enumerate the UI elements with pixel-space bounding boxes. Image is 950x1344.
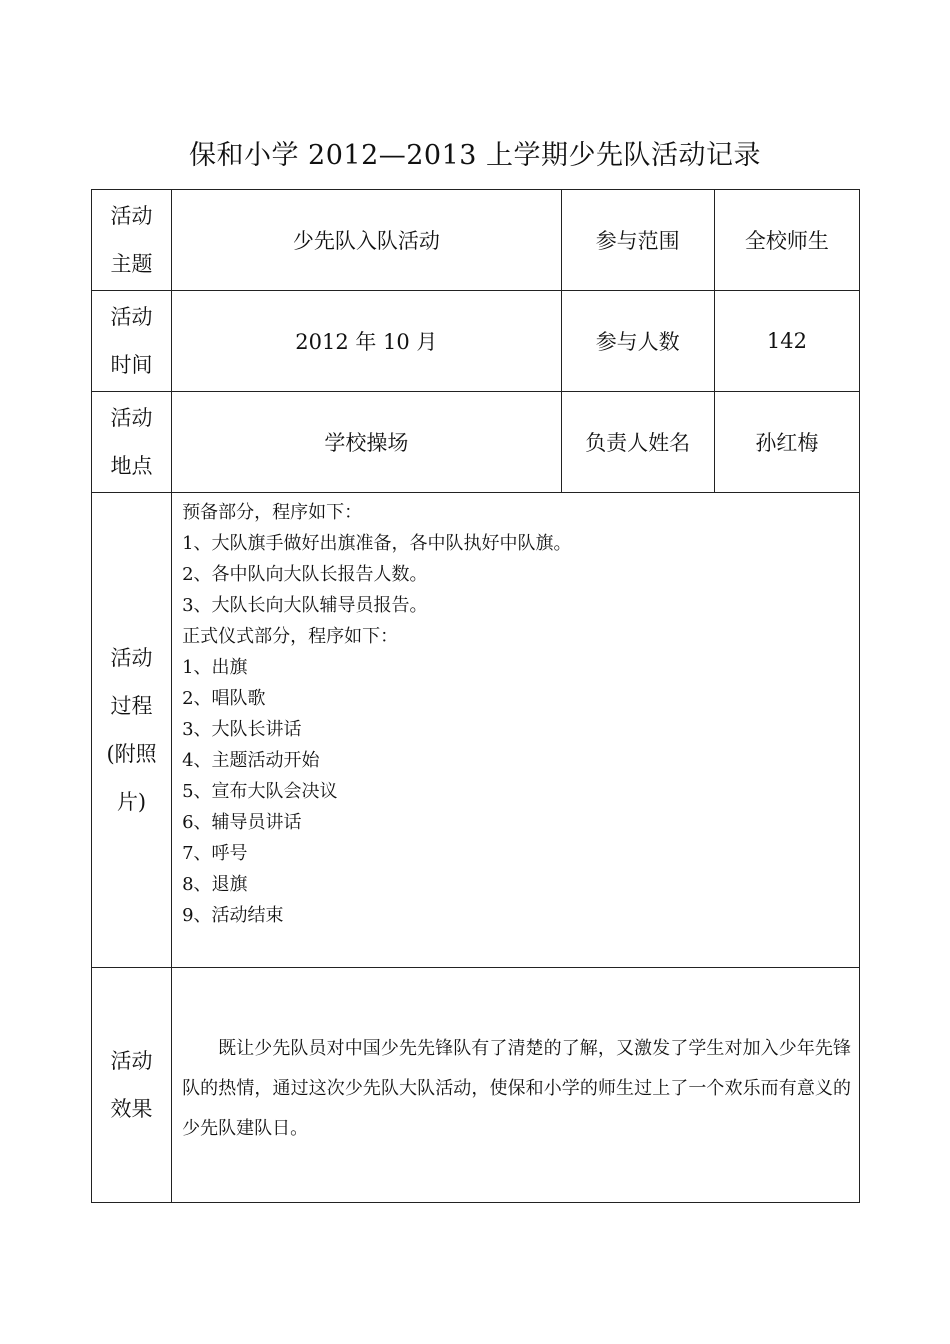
effect-text: 既让少先队员对中国少先先锋队有了清楚的了解，又激发了学生对加入少年先锋队的热情，通过这次少先队大队活动，使保和小学的师生过上了一个欢乐而有意义的少先队建队日。 [182,1038,851,1139]
theme-value: 少先队入队活动 [172,190,562,291]
process-content [172,493,860,968]
process-line: 3、大队长向大队辅导员报告。 [182,595,428,616]
time-row [92,291,860,392]
place-row [92,392,860,493]
place-label: 活动 地点 [92,392,172,493]
place-value: 学校操场 [172,392,562,493]
process-line: 正式仪式部分，程序如下： [182,626,399,647]
process-line: 9、活动结束 [182,905,284,926]
process-line: 预备部分，程序如下： [182,502,363,523]
leader-value: 孙红梅 [714,392,859,493]
time-label: 活动 时间 [92,291,172,392]
leader-label: 负责人姓名 [561,392,714,493]
process-line: 8、退旗 [182,874,248,895]
process-line: 1、大队旗手做好出旗准备，各中队执好中队旗。 [182,533,572,554]
page-title: 保和小学 2012—2013 上学期少先队活动记录 [188,140,762,171]
process-line: 5、宣布大队会决议 [182,781,338,802]
scope-label: 参与范围 [561,190,714,291]
participant-count-value: 142 [714,291,859,392]
process-line: 3、大队长讲话 [182,719,302,740]
process-line: 2、唱队歌 [182,688,266,709]
scope-value: 全校师生 [714,190,859,291]
theme-label: 活动 主题 [92,190,172,291]
participant-count-label: 参与人数 [561,291,714,392]
process-label: 活动 过程 (附照 片) [92,493,172,968]
effect-content [172,968,860,1203]
effect-row [92,968,860,1203]
theme-row [92,190,860,291]
process-line: 6、辅导员讲话 [182,812,302,833]
process-line: 1、出旗 [182,657,248,678]
process-line: 4、主题活动开始 [182,750,320,771]
process-row [92,493,860,968]
effect-label: 活动 效果 [92,968,172,1203]
process-line: 7、呼号 [182,843,248,864]
process-line: 2、各中队向大队长报告人数。 [182,564,428,585]
activity-record-table [91,189,860,1203]
time-value: 2012 年 10 月 [172,291,562,392]
